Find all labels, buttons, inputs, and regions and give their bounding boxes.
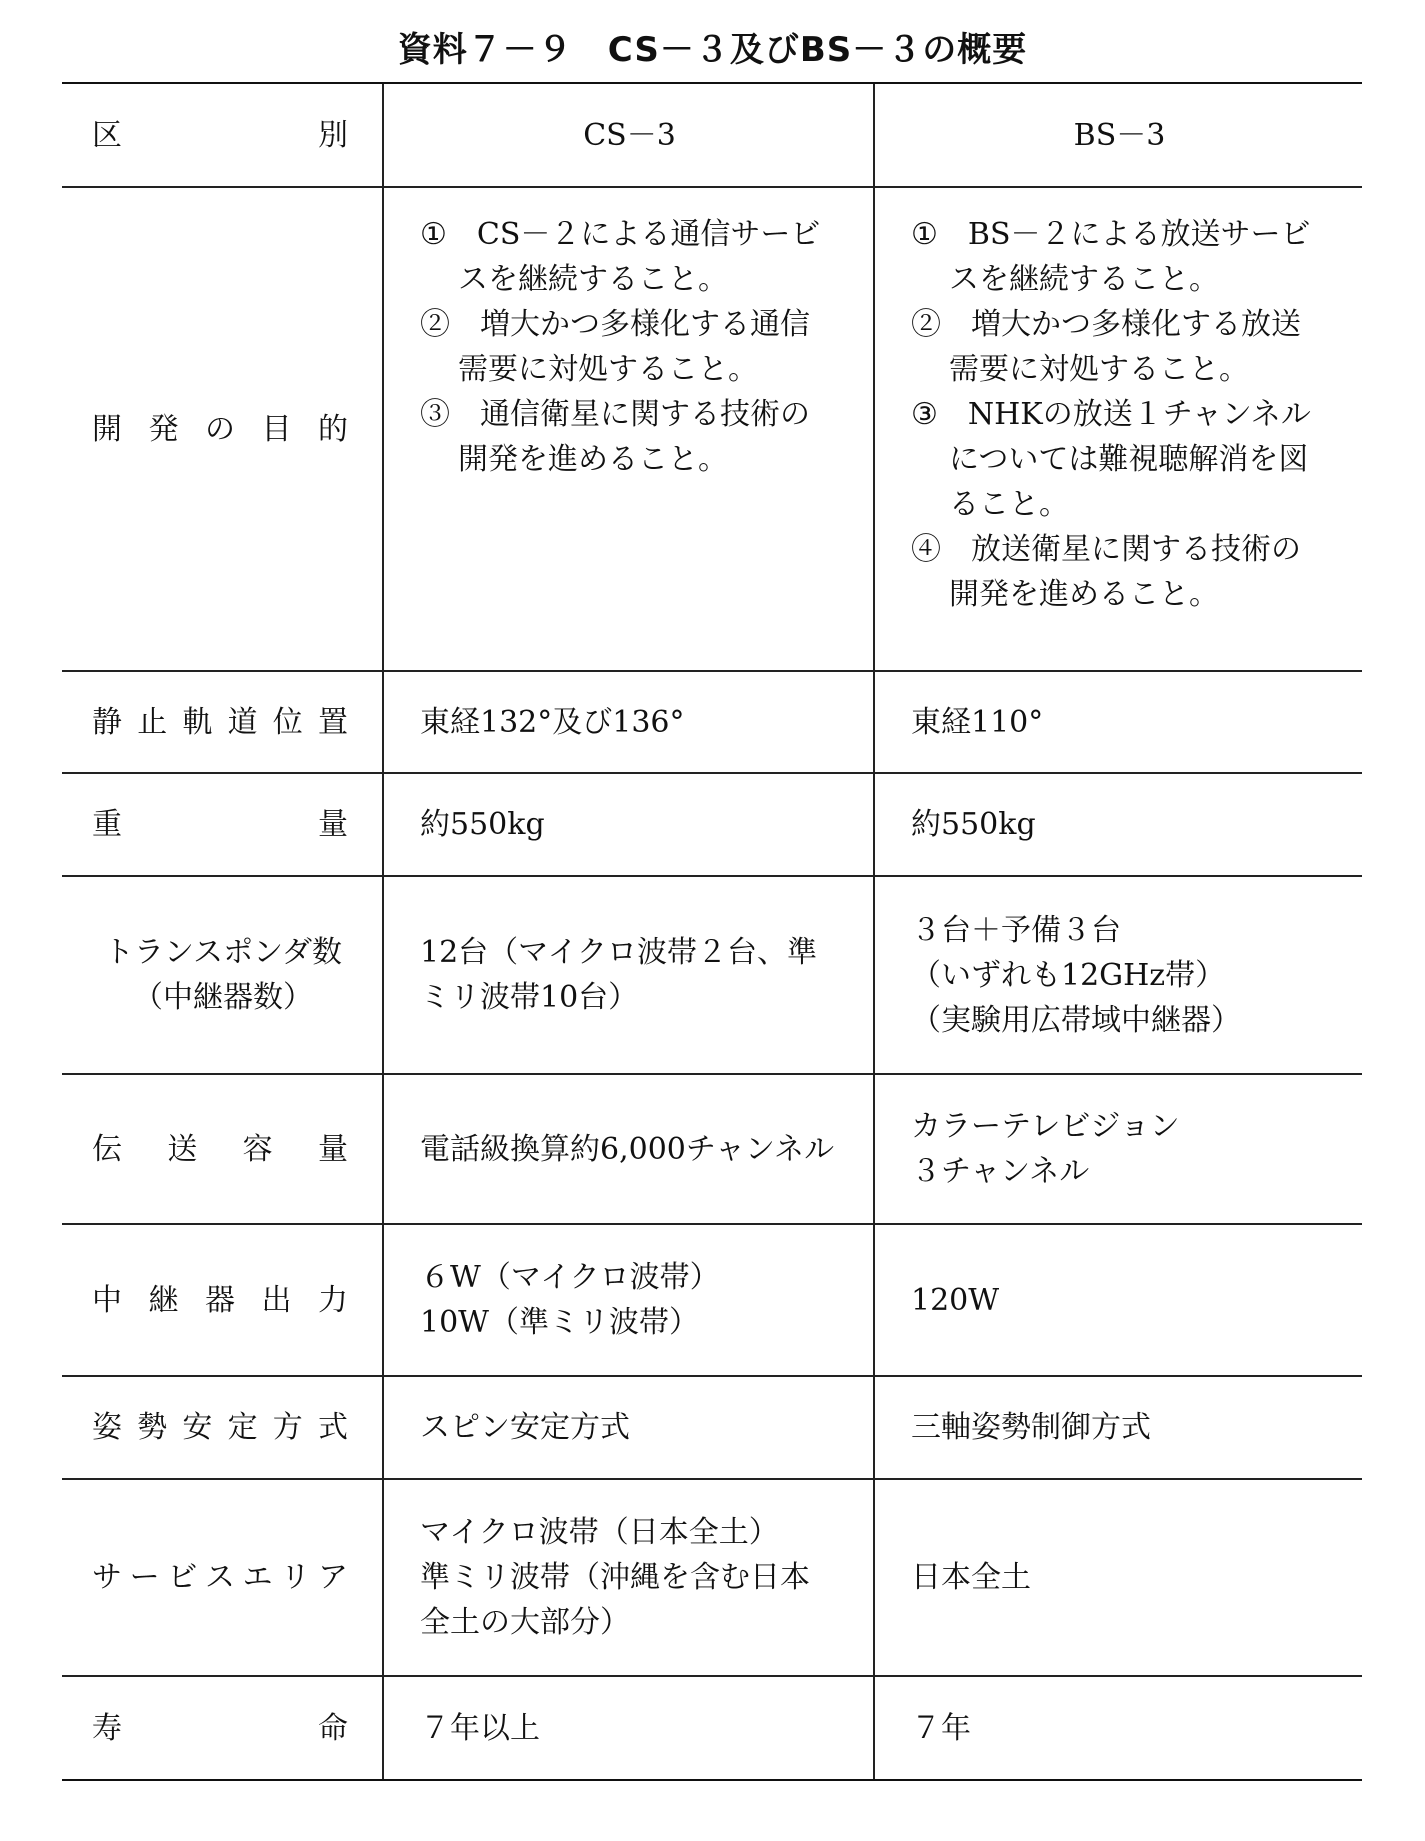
cs3-cell: マイクロ波帯（日本全土） 準ミリ波帯（沖縄を含む日本全土の大部分）: [383, 1479, 874, 1676]
row-label: 寿 命: [62, 1676, 383, 1780]
row-label: 開発の目的: [62, 187, 383, 671]
bs3-cell: 三軸姿勢制御方式: [874, 1376, 1362, 1479]
bs3-cell: 日本全土: [874, 1479, 1362, 1676]
bs3-cell: ３台＋予備３台 （いずれも12GHz帯） （実験用広帯域中継器）: [874, 876, 1362, 1074]
cs3-cell: 約550kg: [383, 773, 874, 876]
row-orbit-position: [62, 671, 1362, 773]
row-service-area: [62, 1479, 1362, 1676]
row-label: サービスエリア: [62, 1479, 383, 1676]
row-weight: [62, 773, 1362, 876]
cs3-cell: 東経132°及び136°: [383, 671, 874, 773]
header-cs3: CS－3: [383, 83, 874, 187]
cs3-cell: スピン安定方式: [383, 1376, 874, 1479]
row-lifetime: [62, 1676, 1362, 1780]
bs3-cell: ７年: [874, 1676, 1362, 1780]
cs3-purpose-list: [420, 212, 839, 482]
list-item: ③ NHKの放送１チャンネルについては難視聴解消を図ること。: [911, 397, 1311, 522]
cs3-purpose-cell: [383, 187, 874, 671]
bs3-cell: 約550kg: [874, 773, 1362, 876]
row-label: 中継器出力: [62, 1224, 383, 1376]
header-category: 区 別: [62, 83, 383, 187]
cs3-cell: 電話級換算約6,000チャンネル: [383, 1074, 874, 1224]
list-item: ④ 放送衛星に関する技術の開発を進めること。: [911, 532, 1301, 612]
bs3-cell: カラーテレビジョン ３チャンネル: [874, 1074, 1362, 1224]
bs3-purpose-cell: [874, 187, 1362, 671]
list-item: ② 増大かつ多様化する放送需要に対処すること。: [911, 307, 1301, 387]
table-header-row: [62, 83, 1362, 187]
row-label: 姿勢安定方式: [62, 1376, 383, 1479]
list-item: ① CS－２による通信サービスを継続すること。: [420, 217, 821, 297]
bs3-cell: 東経110°: [874, 671, 1362, 773]
row-attitude-control: [62, 1376, 1362, 1479]
row-label: トランスポンダ数 （中継器数）: [62, 876, 383, 1074]
row-transponder-power: [62, 1224, 1362, 1376]
list-item: ② 増大かつ多様化する通信需要に対処すること。: [420, 307, 810, 387]
bs3-cell: 120W: [874, 1224, 1362, 1376]
row-label: 伝送容量: [62, 1074, 383, 1224]
row-capacity: [62, 1074, 1362, 1224]
header-bs3: BS－3: [874, 83, 1362, 187]
row-purpose: [62, 187, 1362, 671]
cs3-cell: ７年以上: [383, 1676, 874, 1780]
row-label: 重 量: [62, 773, 383, 876]
list-item: ③ 通信衛星に関する技術の開発を進めること。: [420, 397, 810, 477]
list-item: ① BS－２による放送サービスを継続すること。: [911, 217, 1311, 297]
row-label: 静止軌道位置: [62, 671, 383, 773]
page-title: 資料７－９ CS－３及びBS－３の概要: [397, 30, 1028, 70]
row-transponders: [62, 876, 1362, 1074]
cs3-cell: ６W（マイクロ波帯） 10W（準ミリ波帯）: [383, 1224, 874, 1376]
bs3-purpose-list: [911, 212, 1328, 617]
cs3-cell: 12台（マイクロ波帯２台、準ミリ波帯10台）: [383, 876, 874, 1074]
comparison-table: [62, 82, 1362, 1781]
